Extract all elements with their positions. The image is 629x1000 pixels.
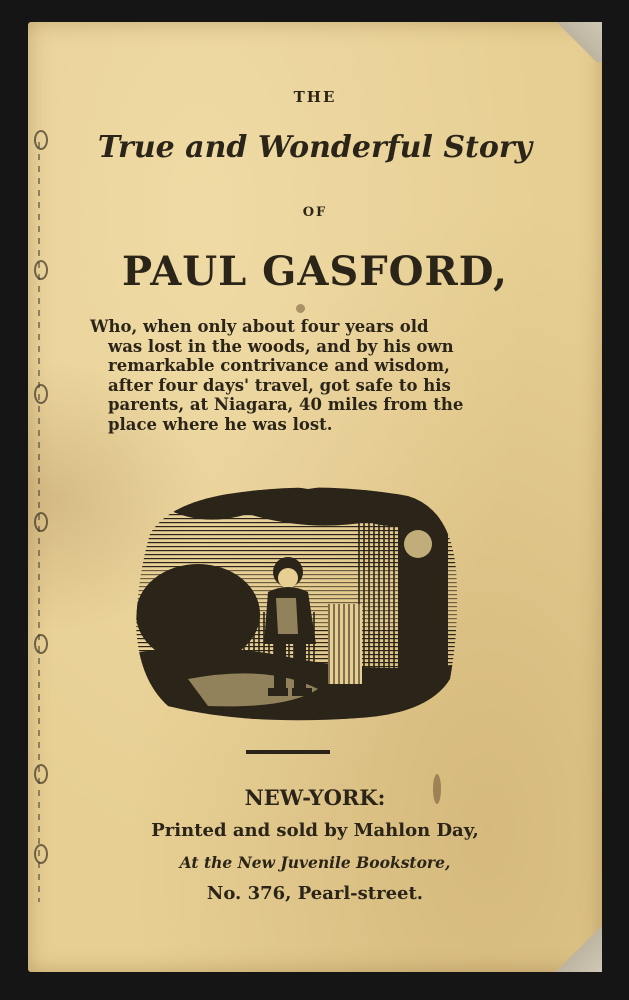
description-line: after four days' travel, got safe to his <box>108 375 451 395</box>
imprint-city: NEW-YORK: <box>244 785 386 810</box>
description-line: parents, at Niagara, 40 miles from the <box>108 395 464 414</box>
heading-of: OF <box>302 205 328 220</box>
imprint-address: No. 376, Pearl-street. <box>206 883 424 904</box>
stitch-hole <box>34 384 48 404</box>
woodcut-boy-by-gate-icon <box>128 474 460 722</box>
title-page <box>28 22 602 972</box>
description-line: remarkable contrivance and wisdom, <box>108 356 450 375</box>
description-line: was lost in the woods, and by his own <box>108 336 454 356</box>
heading-the: THE <box>293 88 337 106</box>
ink-stain <box>296 304 305 313</box>
stitch-hole <box>34 634 48 654</box>
story-title: True and Wonderful Story <box>97 130 533 165</box>
divider-rule <box>246 750 330 754</box>
worn-corner <box>542 22 602 62</box>
description <box>90 317 520 434</box>
protagonist-name: PAUL GASFORD, <box>122 248 508 295</box>
worn-corner <box>550 922 602 972</box>
description-line: Who, when only about four years old <box>90 317 429 336</box>
description-line: place where he was lost. <box>108 414 333 434</box>
stitch-hole <box>34 512 48 532</box>
stitch-hole <box>34 764 48 784</box>
imprint-bookstore: At the New Juvenile Bookstore, <box>179 853 451 872</box>
imprint-printer: Printed and sold by Mahlon Day, <box>151 820 479 841</box>
